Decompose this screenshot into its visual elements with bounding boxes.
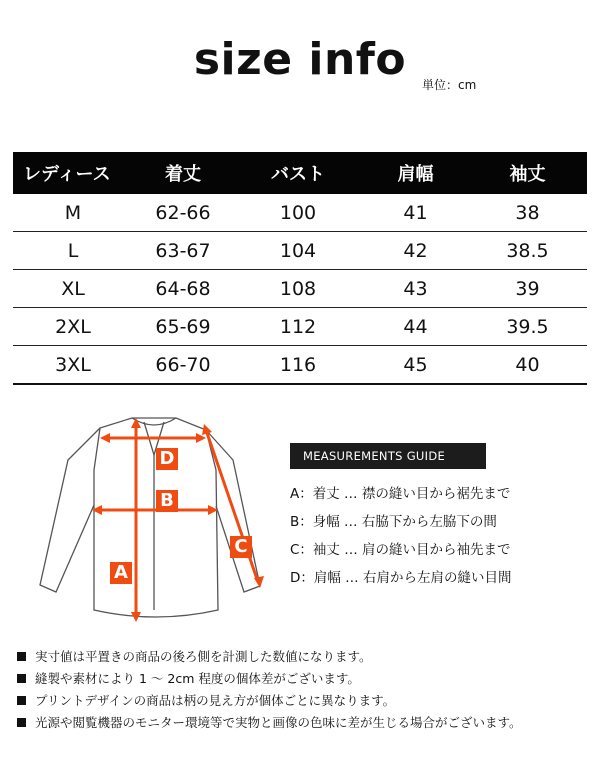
- table-cell: 62-66: [155, 201, 211, 224]
- table-cell: 38: [515, 201, 540, 224]
- table-cell: 2XL: [55, 315, 91, 338]
- header-cell: 肩幅: [397, 164, 434, 185]
- table-row: [13, 270, 587, 308]
- table-row: [13, 346, 587, 385]
- table-cell: 3XL: [55, 353, 91, 376]
- table-cell: 43: [403, 277, 428, 300]
- table-cell: 104: [279, 239, 317, 262]
- table-cell: 112: [279, 315, 317, 338]
- label-d: D: [156, 448, 178, 470]
- shirt-outline-icon: [28, 410, 278, 630]
- guide-item: A：着丈 … 襟の縫い目から裾先まで: [290, 486, 511, 502]
- table-row: [13, 232, 587, 270]
- square-bullet-icon: [17, 652, 26, 661]
- table-cell: 39: [515, 277, 540, 300]
- table-cell: 63-67: [155, 239, 211, 262]
- note-item: [17, 712, 522, 734]
- shirt-diagram: [28, 410, 278, 630]
- table-cell: 64-68: [155, 277, 211, 300]
- guide-list: [290, 480, 511, 592]
- table-cell: M: [64, 201, 82, 224]
- table-cell: 66-70: [155, 353, 211, 376]
- note-text: 光源や閲覧機器のモニター環境等で実物と画像の色味に差が生じる場合がございます。: [35, 715, 522, 730]
- table-header: [13, 152, 587, 194]
- page-title: size info: [193, 34, 407, 85]
- notes-list: [17, 646, 522, 734]
- header-cell: 袖丈: [509, 164, 546, 185]
- note-text: 実寸値は平置きの商品の後ろ側を計測した数値になります。: [35, 649, 372, 664]
- label-c: C: [230, 536, 252, 558]
- table-cell: 44: [403, 315, 428, 338]
- table-cell: XL: [61, 277, 85, 300]
- label-a: A: [110, 562, 132, 584]
- note-item: [17, 690, 522, 712]
- header-cell: レディース: [23, 164, 111, 185]
- guide-heading: MEASUREMENTS GUIDE: [290, 443, 486, 469]
- size-table: [13, 152, 587, 385]
- table-cell: L: [67, 239, 79, 262]
- guide-item: D：肩幅 … 右肩から左肩の縫い目間: [290, 570, 512, 586]
- note-item: [17, 646, 522, 668]
- table-cell: 42: [403, 239, 428, 262]
- table-row: [13, 194, 587, 232]
- table-cell: 39.5: [506, 315, 549, 338]
- table-row: [13, 308, 587, 346]
- table-cell: 65-69: [155, 315, 211, 338]
- note-item: [17, 668, 522, 690]
- square-bullet-icon: [17, 674, 26, 683]
- header-cell: バスト: [271, 164, 325, 185]
- square-bullet-icon: [17, 696, 26, 705]
- table-cell: 108: [279, 277, 317, 300]
- header-cell: 着丈: [165, 164, 201, 185]
- unit-label: 単位：cm: [422, 78, 477, 92]
- table-cell: 116: [279, 353, 317, 376]
- table-cell: 45: [403, 353, 428, 376]
- note-text: プリントデザインの商品は柄の見え方が個体ごとに異なります。: [35, 693, 396, 708]
- table-cell: 41: [403, 201, 428, 224]
- guide-item: C：袖丈 … 肩の縫い目から袖先まで: [290, 542, 511, 558]
- label-b: B: [156, 490, 178, 512]
- guide-item: B：身幅 … 右脇下から左脇下の間: [290, 514, 497, 530]
- table-cell: 40: [515, 353, 540, 376]
- table-cell: 100: [279, 201, 317, 224]
- table-cell: 38.5: [506, 239, 549, 262]
- square-bullet-icon: [17, 718, 26, 727]
- note-text: 縫製や素材により 1 ～ 2cm 程度の個体差がございます。: [35, 671, 360, 686]
